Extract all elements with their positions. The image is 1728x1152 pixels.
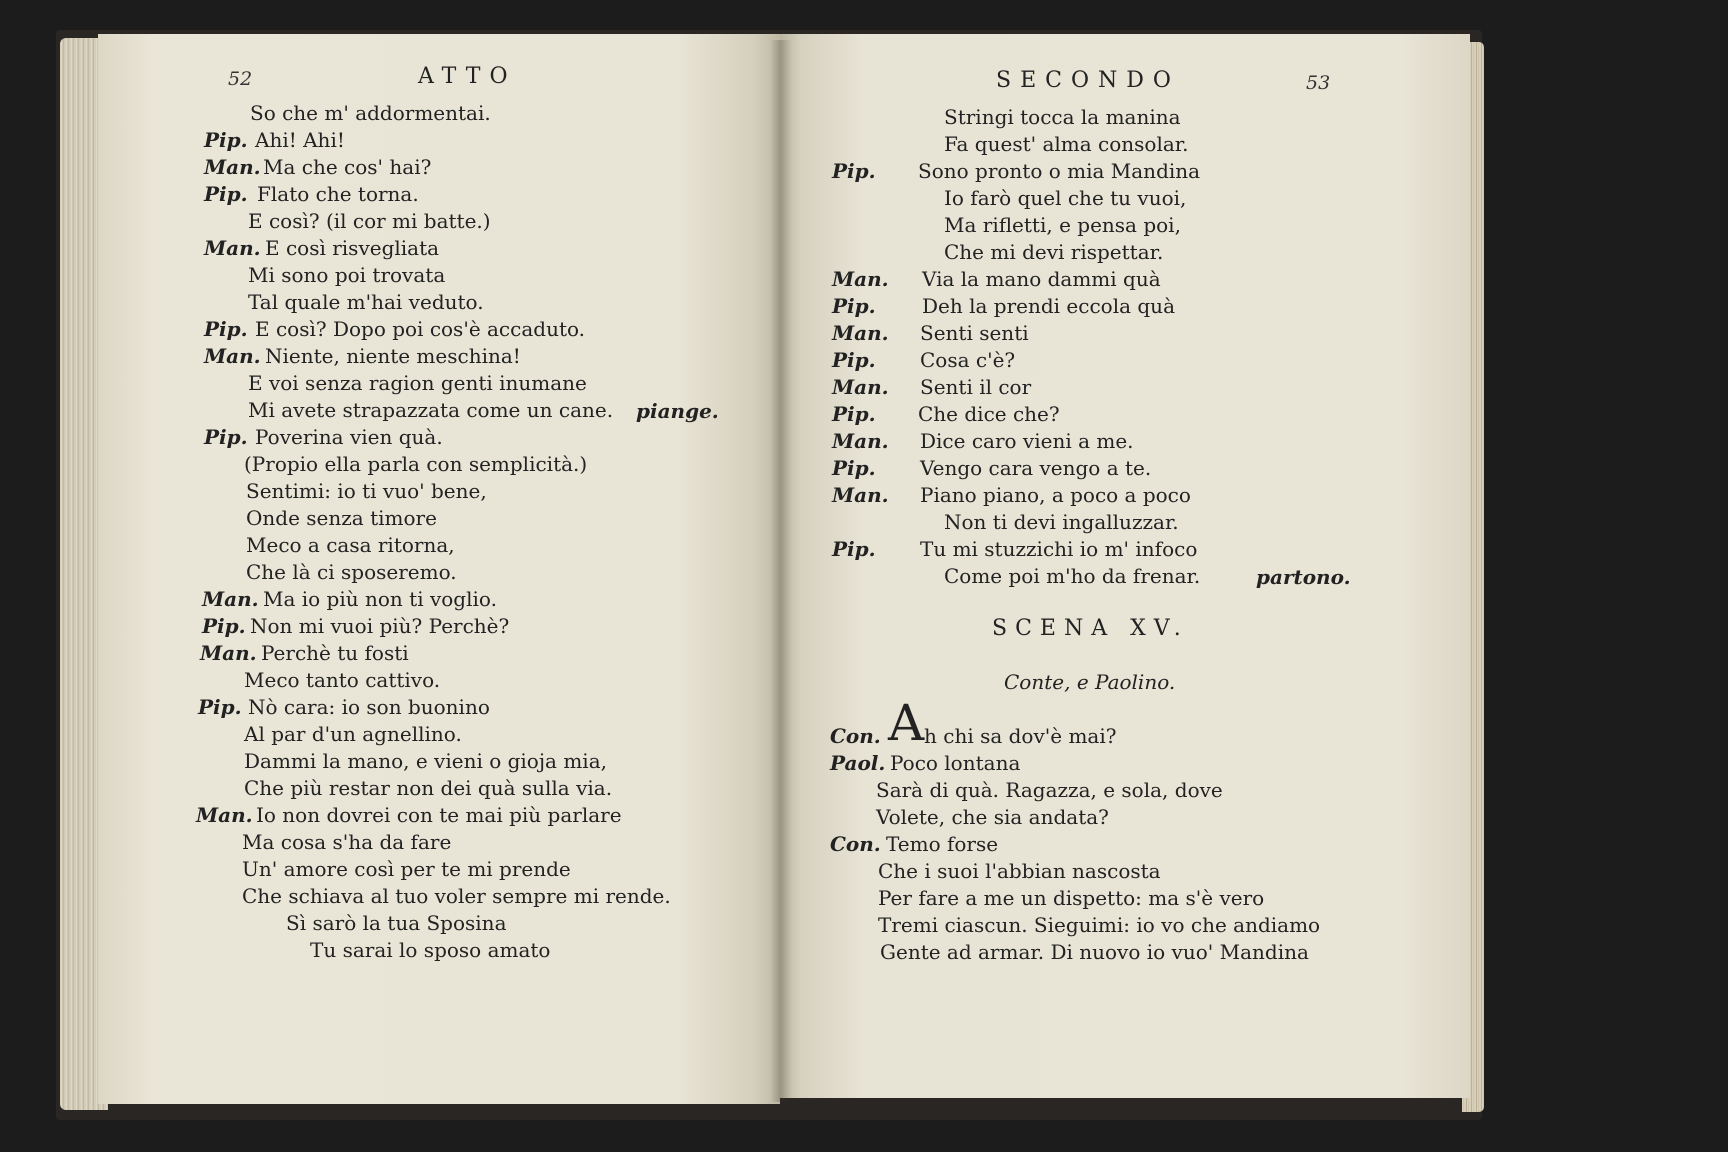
verse-line: Tal quale m'hai veduto. (248, 290, 484, 314)
speaker-label: Paol. (830, 751, 886, 775)
verse-line: Piano piano, a poco a poco (920, 483, 1191, 507)
verse-line: Mi sono poi trovata (248, 263, 446, 287)
verse-line: E voi senza ragion genti inumane (248, 371, 587, 395)
verse-line: Stringi tocca la manina (944, 105, 1181, 129)
verse-line: Niente, niente meschina! (265, 344, 521, 368)
verse-line: Che mi devi rispettar. (944, 240, 1164, 264)
scene-title: SCENA XV. (992, 616, 1189, 641)
verse-line: (Propio ella parla con semplicità.) (244, 452, 588, 476)
verse-line: Che i suoi l'abbian nascosta (878, 859, 1161, 883)
verse-line: Sono pronto o mia Mandina (918, 159, 1201, 183)
stage-direction: piange. (636, 399, 719, 423)
verse-line: Ma cosa s'ha da fare (242, 830, 452, 854)
speaker-label: Pip. (204, 182, 248, 206)
verse-line: Cosa c'è? (920, 348, 1016, 372)
verse-line: Che più restar non dei quà sulla via. (244, 776, 613, 800)
verse-line: Ma che cos' hai? (263, 155, 432, 179)
verse-line: Tremi ciascun. Sieguimi: io vo che andiamo (878, 913, 1321, 937)
verse-line: Non mi vuoi più? Perchè? (250, 614, 510, 638)
verse-line: Senti il cor (920, 375, 1032, 399)
verse-line: Che schiava al tuo voler sempre mi rende. (242, 884, 671, 908)
speaker-label: Pip. (198, 695, 242, 719)
stage-direction: partono. (1256, 565, 1351, 589)
left-running-header: ATTO (418, 64, 517, 89)
verse-line: Io farò quel che tu vuoi, (944, 186, 1187, 210)
verse-line: Al par d'un agnellino. (244, 722, 462, 746)
speaker-label: Pip. (204, 425, 248, 449)
verse-line: Meco a casa ritorna, (246, 533, 455, 557)
verse-line: Non ti devi ingalluzzar. (944, 510, 1179, 534)
verse-line: Perchè tu fosti (261, 641, 409, 665)
verse-line: E così risvegliata (265, 236, 440, 260)
verse-line: Sarà di quà. Ragazza, e sola, dove (876, 778, 1223, 802)
verse-line: Onde senza timore (246, 506, 437, 530)
speaker-label: Man. (202, 587, 259, 611)
verse-line: E così? (il cor mi batte.) (248, 209, 491, 233)
speaker-label: Pip. (832, 348, 876, 372)
left-page-number: 52 (228, 68, 253, 90)
verse-line: Ahi! Ahi! (255, 128, 345, 152)
verse-line: Tu sarai lo sposo amato (310, 938, 551, 962)
speaker-label: Pip. (832, 294, 876, 318)
speaker-label: Pip. (832, 456, 876, 480)
verse-line: Volete, che sia andata? (876, 805, 1109, 829)
verse-line: Senti senti (920, 321, 1029, 345)
scene-characters: Conte, e Paolino. (1004, 670, 1176, 694)
verse-line: Fa quest' alma consolar. (944, 132, 1189, 156)
speaker-label: Con. (830, 832, 881, 856)
verse-line: Come poi m'ho da frenar. (944, 564, 1201, 588)
speaker-label: Man. (832, 375, 889, 399)
speaker-label: Pip. (204, 128, 248, 152)
speaker-label: Man. (204, 344, 261, 368)
verse-line: Tu mi stuzzichi io m' infoco (920, 537, 1198, 561)
verse-line: Nò cara: io son buonino (248, 695, 490, 719)
verse-line: Per fare a me un dispetto: ma s'è vero (878, 886, 1265, 910)
speaker-label: Pip. (204, 317, 248, 341)
drop-cap: A (888, 694, 925, 752)
verse-line: Un' amore così per te mi prende (242, 857, 571, 881)
verse-line: Poco lontana (890, 751, 1021, 775)
verse-line: Flato che torna. (257, 182, 419, 206)
verse-line: Che dice che? (918, 402, 1060, 426)
verse-line: Vengo cara vengo a te. (920, 456, 1152, 480)
speaker-label: Man. (832, 267, 889, 291)
verse-line: So che m' addormentai. (250, 101, 491, 125)
verse-line: Temo forse (886, 832, 999, 856)
verse-line: Ma rifletti, e pensa poi, (944, 213, 1181, 237)
speaker-label: Pip. (202, 614, 246, 638)
speaker-label: Con. (830, 724, 881, 748)
speaker-label: Man. (200, 641, 257, 665)
verse-line: Via la mano dammi quà (922, 267, 1161, 291)
speaker-label: Man. (832, 483, 889, 507)
right-running-header: SECONDO (996, 68, 1180, 93)
speaker-label: Pip. (832, 402, 876, 426)
verse-line: Ma io più non ti voglio. (263, 587, 497, 611)
verse-line: Dammi la mano, e vieni o gioja mia, (244, 749, 607, 773)
verse-line: h chi sa dov'è mai? (924, 724, 1117, 748)
speaker-label: Man. (196, 803, 253, 827)
verse-line: Sì sarò la tua Sposina (286, 911, 507, 935)
verse-line: Mi avete strapazzata come un cane. (248, 398, 614, 422)
speaker-label: Man. (832, 321, 889, 345)
speaker-label: Pip. (832, 159, 876, 183)
verse-line: E così? Dopo poi cos'è accaduto. (255, 317, 586, 341)
speaker-label: Man. (832, 429, 889, 453)
speaker-label: Man. (204, 236, 261, 260)
book-gutter (770, 40, 792, 1102)
speaker-label: Pip. (832, 537, 876, 561)
verse-line: Dice caro vieni a me. (920, 429, 1134, 453)
verse-line: Poverina vien quà. (255, 425, 443, 449)
verse-line: Meco tanto cattivo. (244, 668, 441, 692)
verse-line: Sentimi: io ti vuo' bene, (246, 479, 487, 503)
verse-line: Gente ad armar. Di nuovo io vuo' Mandina (880, 940, 1309, 964)
verse-line: Deh la prendi eccola quà (922, 294, 1175, 318)
verse-line: Che là ci sposeremo. (246, 560, 457, 584)
right-page-number: 53 (1306, 72, 1331, 94)
speaker-label: Man. (204, 155, 261, 179)
verse-line: Io non dovrei con te mai più parlare (256, 803, 622, 827)
